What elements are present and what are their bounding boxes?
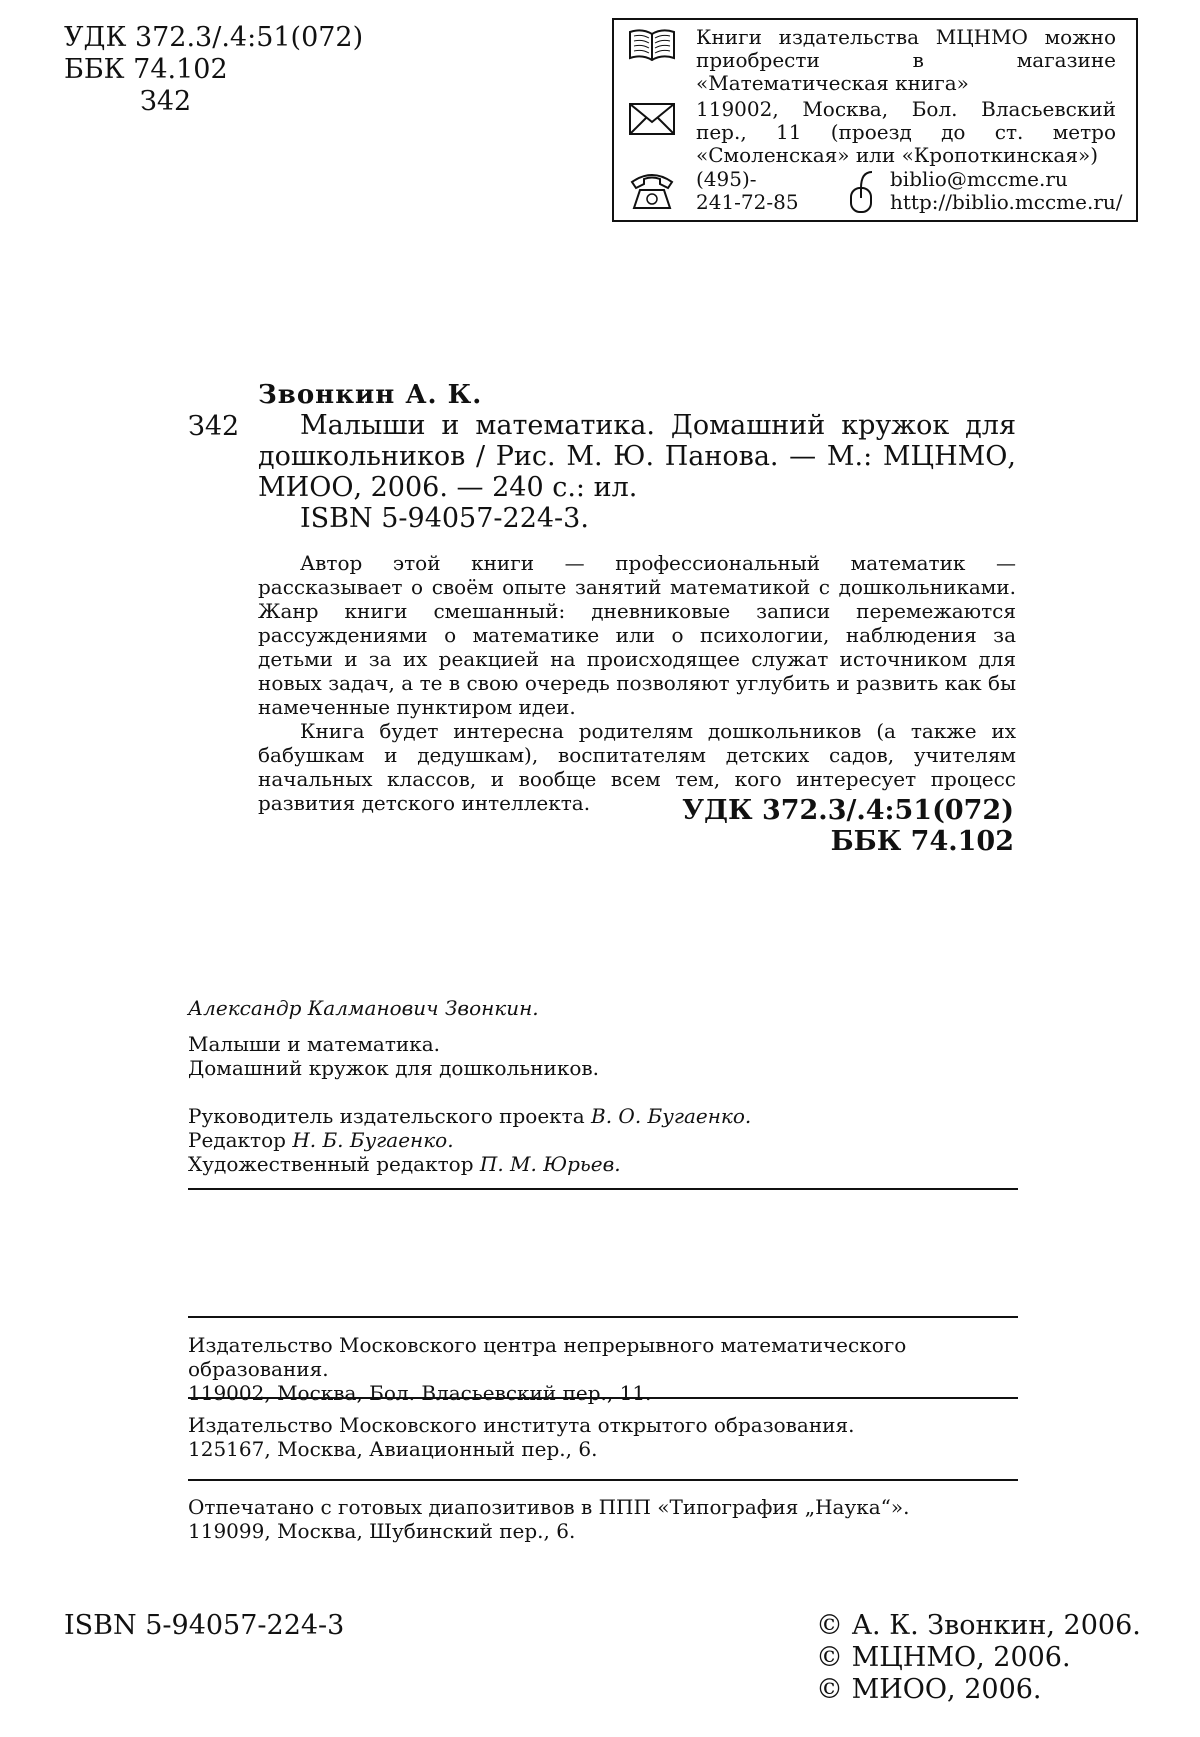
project-lead-label: Руководитель издательского проекта [188, 1104, 585, 1128]
phone-prefix: (495)- [696, 168, 806, 191]
entry-description-text: Малыши и математика. Домашний кружок для дошкольников / Рис. М. Ю. Панова. — М.: МЦНМО, МИОО, 2006. — 240 с.: ил. [258, 410, 1016, 503]
bbk-code: ББК 74.102 [600, 826, 1014, 857]
project-lead [188, 1104, 1018, 1128]
udk-code: УДК 372.3/.4:51(072) [600, 795, 1014, 826]
editor-label: Редактор [188, 1128, 286, 1152]
divider [188, 1316, 1018, 1318]
copyright-line: © МИОО, 2006. [816, 1674, 1141, 1706]
book-subtitle-line: Домашний кружок для дошкольников. [188, 1056, 1018, 1080]
art-editor-label: Художественный редактор [188, 1152, 474, 1176]
shop-info-text: Книги издательства МЦНМО можно приобрести в магазине «Математическая книга» [696, 26, 1116, 95]
computer-mouse-icon [846, 168, 876, 219]
footer-isbn: ISBN 5-94057-224-3 [64, 1610, 344, 1641]
udk-header [64, 22, 363, 118]
copyright-block [816, 1610, 1141, 1706]
publisher-address: 119002, Москва, Бол. Власьевский пер., 11. [188, 1381, 1018, 1405]
publisher-mccme [188, 1333, 1018, 1405]
project-lead-name: В. О. Бугаенко. [591, 1104, 751, 1128]
divider [188, 1397, 1018, 1399]
editor [188, 1128, 1018, 1152]
entry-code: З42 [188, 411, 239, 442]
phone-number: 241-72-85 [696, 191, 806, 214]
editor-name: Н. Б. Бугаенко. [292, 1128, 453, 1152]
shop-address: 119002, Москва, Бол. Власьевский пер., 11 (проезд до ст. метро «Смоленская» или «Кропоткинская») [696, 98, 1116, 167]
bookshop-info-box [612, 18, 1138, 222]
printer-name: Отпечатано с готовых диапозитивов в ППП «Типография „Наука“». [188, 1495, 1018, 1519]
divider [188, 1188, 1018, 1190]
divider [188, 1479, 1018, 1481]
abstract [258, 551, 1016, 815]
publisher-name: Издательство Московского института открытого образования. [188, 1413, 1018, 1437]
online-contacts [890, 168, 1123, 214]
book-title-line: Малыши и математика. [188, 1032, 1018, 1056]
art-editor [188, 1152, 1018, 1176]
entry-description [258, 410, 1016, 503]
publisher-name: Издательство Московского центра непрерывного математического образования. [188, 1333, 1018, 1381]
printer-info [188, 1495, 1018, 1543]
bbk-code: ББК 74.102 [64, 54, 363, 86]
email-link[interactable]: biblio@mccme.ru [890, 168, 1123, 191]
open-book-icon [628, 26, 676, 71]
publisher-address: 125167, Москва, Авиационный пер., 6. [188, 1437, 1018, 1461]
author-sign: З42 [64, 86, 363, 118]
telephone-icon [628, 168, 676, 217]
printer-address: 119099, Москва, Шубинский пер., 6. [188, 1519, 1018, 1543]
credits [188, 996, 1018, 1176]
udk-code: УДК 372.3/.4:51(072) [64, 22, 363, 54]
copyright-line: © А. К. Звонкин, 2006. [816, 1610, 1141, 1642]
classification-codes [600, 795, 1014, 857]
publisher-mioo [188, 1413, 1018, 1461]
abstract-paragraph: Автор этой книги — профессиональный математик — рассказывает о своём опыте занятий математикой с дошкольниками. Жанр книги смешанный: дневниковые записи перемежаются рассуждениями о математике или о психологии, наблюдения за детьми и за их реакцией на происходящее служат источником для новых задач, а те в свою очередь позволяют углубить и развить как бы намеченные пунктиром идеи. [258, 551, 1016, 719]
phone [696, 168, 806, 214]
abstract-paragraph: Книга будет интересна родителям дошкольников (а также их бабушкам и дедушкам), воспитателям детских садов, учителям начальных классов, и вообще всем тем, кого интересует процесс развития детского интеллекта. [258, 719, 1016, 815]
author-full-name: Александр Калманович Звонкин. [188, 996, 1018, 1020]
art-editor-name: П. М. Юрьев. [480, 1152, 621, 1176]
entry-author: Звонкин А. К. [258, 380, 482, 410]
envelope-icon [628, 98, 676, 143]
copyright-line: © МЦНМО, 2006. [816, 1642, 1141, 1674]
entry-isbn: ISBN 5-94057-224-3. [300, 503, 589, 534]
website-link[interactable]: http://biblio.mccme.ru/ [890, 191, 1123, 214]
